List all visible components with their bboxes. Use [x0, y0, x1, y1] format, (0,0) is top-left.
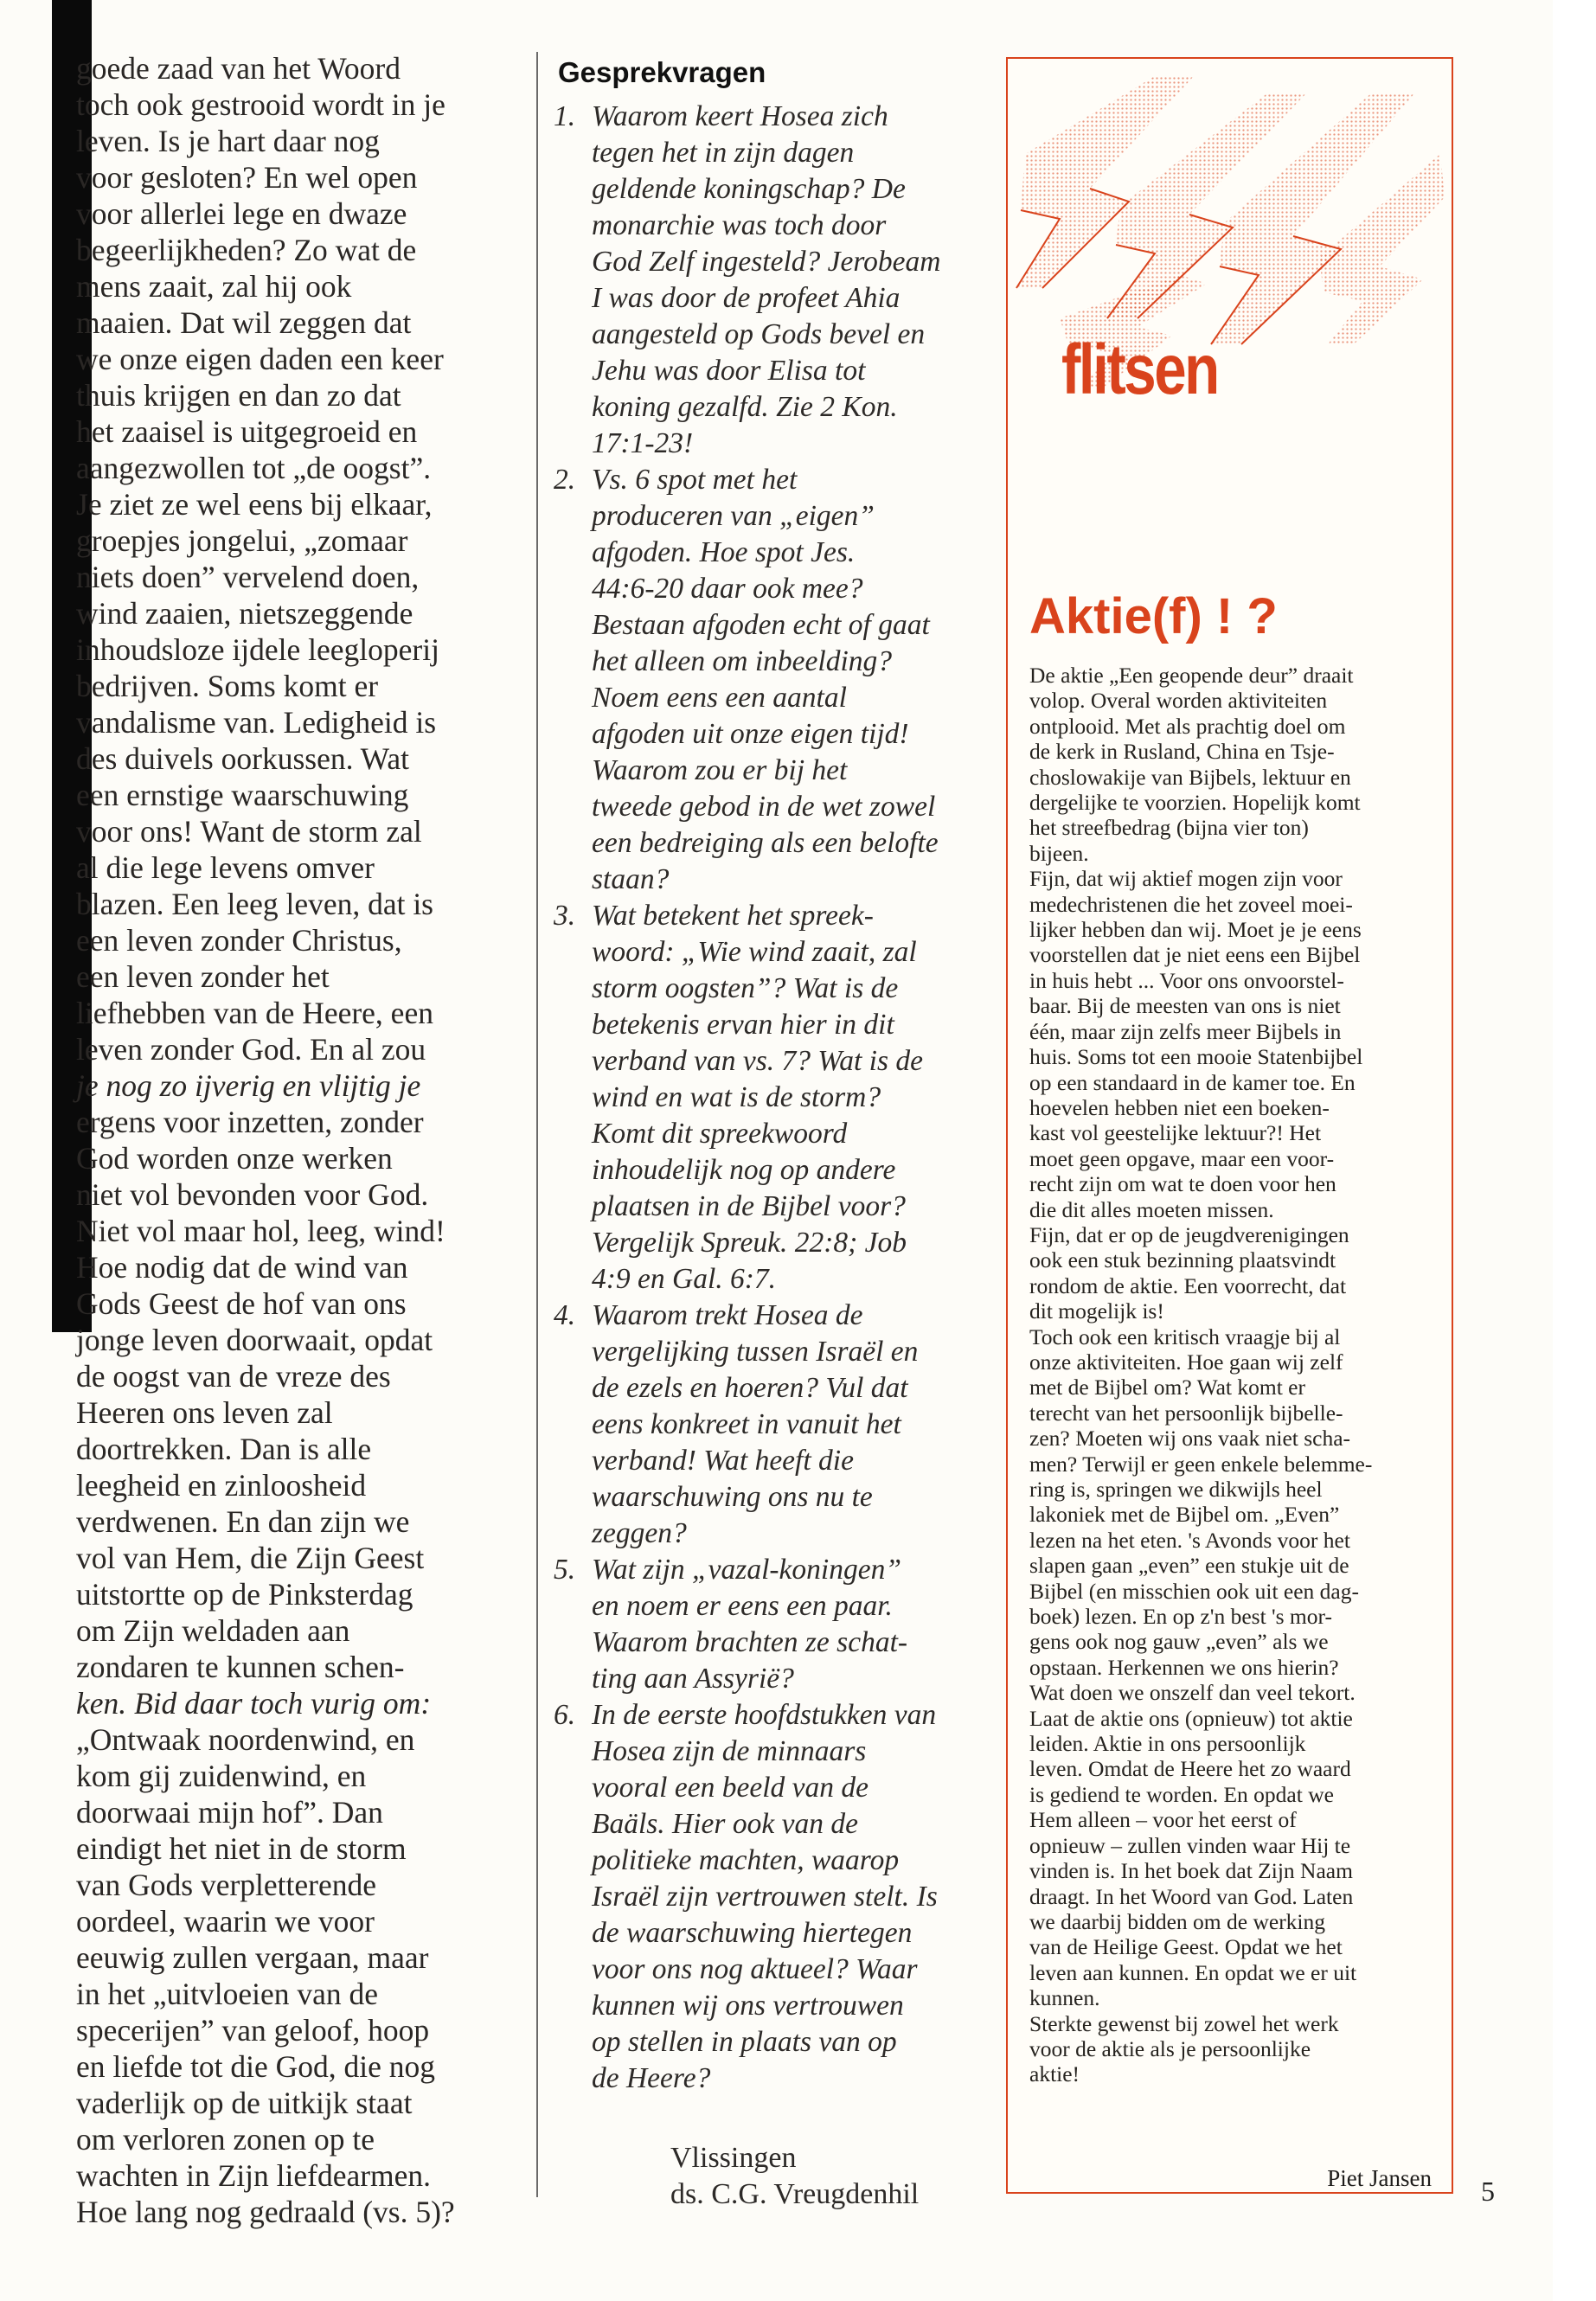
article-column-1: [76, 50, 526, 2230]
article-line: eindigt het niet in de storm: [76, 1831, 407, 1866]
question-line: de Heere?: [592, 2062, 711, 2094]
question-line: Jehu was door Elisa tot: [592, 355, 866, 387]
question-line: Vergelijk Spreuk. 22:8; Job: [592, 1227, 907, 1259]
sidebar-line: leven aan kunnen. En opdat we er uit: [1029, 1959, 1357, 1985]
sidebar-line: vinden is. In het boek dat Zijn Naam: [1029, 1858, 1353, 1884]
article-line: voor gesloten? En wel open: [76, 160, 418, 195]
question-item: [554, 462, 986, 898]
article-line: leven. Is je hart daar nog: [76, 124, 380, 158]
question-item: [554, 1298, 986, 1552]
sidebar-line: Fijn, dat wij aktief mogen zijn voor: [1029, 866, 1343, 892]
article-line: ergens voor inzetten, zonder: [76, 1105, 424, 1139]
article-line: thuis krijgen en dan zo dat: [76, 378, 401, 413]
article-line: Hoe nodig dat de wind van: [76, 1250, 408, 1285]
article-line: Hoe lang nog gedraald (vs. 5)?: [76, 2195, 455, 2229]
sidebar-line: aktie!: [1029, 2061, 1080, 2087]
sidebar-title: Aktie(f) ! ?: [1029, 588, 1278, 644]
sidebar-line: ontplooid. Met als prachtig doel om: [1029, 713, 1346, 739]
article-line: jonge leven doorwaait, opdat: [76, 1323, 433, 1357]
question-line: Waarom trekt Hosea de: [592, 1299, 863, 1331]
sidebar-author: Piet Jansen: [1327, 2165, 1432, 2191]
question-line: vooral een beeld van de: [592, 1772, 869, 1804]
sidebar-line: rondom de aktie. Een voorrecht, dat: [1029, 1272, 1347, 1298]
question-line: vergelijking tussen Israël en: [592, 1336, 919, 1368]
question-line: waarschuwing ons nu te: [592, 1481, 873, 1513]
sidebar-line: huis. Soms tot een mooie Statenbijbel: [1029, 1044, 1363, 1070]
article-line: vaderlijk op de uitkijk staat: [76, 2086, 413, 2120]
sidebar-line: terecht van het persoonlijk bijbelle-: [1029, 1400, 1343, 1426]
article-line: kom gij zuidenwind, en: [76, 1759, 367, 1793]
article-line: in het „uitvloeien van de: [76, 1977, 378, 2011]
sidebar-line: Sterkte gewenst bij zowel het werk: [1029, 2010, 1339, 2036]
sidebar-line: boek) lezen. En op z'n best 's mor-: [1029, 1604, 1332, 1630]
question-number: 2.: [554, 464, 576, 496]
article-line: mens zaait, zal hij ook: [76, 269, 352, 304]
article-line: verdwenen. En dan zijn we: [76, 1504, 410, 1539]
article-line: niets doen” vervelend doen,: [76, 560, 420, 594]
question-number: 1.: [554, 100, 576, 132]
sidebar-line: die dit alles moeten missen.: [1029, 1196, 1274, 1222]
sidebar-line: recht zijn om wat te doen voor hen: [1029, 1171, 1336, 1197]
article-line: niet vol bevonden voor God.: [76, 1177, 429, 1212]
question-line: plaatsen in de Bijbel voor?: [592, 1190, 906, 1222]
sidebar-line: op een standaard in de kamer toe. En: [1029, 1069, 1356, 1095]
article-line: specerijen” van geloof, hoop: [76, 2013, 430, 2048]
sidebar-line: Bijbel (en misschien ook uit een dag-: [1029, 1578, 1359, 1604]
sidebar-line: hoevelen hebben niet een boeken-: [1029, 1094, 1330, 1120]
sidebar-line: lezen na het eten. 's Avonds voor het: [1029, 1527, 1350, 1553]
signature-place: Vlissingen: [670, 2142, 797, 2174]
article-line: Niet vol maar hol, leeg, wind!: [76, 1214, 445, 1248]
sidebar-line: Toch ook een kritisch vraagje bij al: [1029, 1324, 1341, 1349]
question-line: betekenis ervan hier in dit: [592, 1009, 894, 1041]
questions-column: [554, 54, 986, 2213]
article-line: Je ziet ze wel eens bij elkaar,: [76, 487, 433, 522]
article-line: voor ons! Want de storm zal: [76, 814, 422, 849]
flitsen-banner: flitsen: [1061, 330, 1218, 409]
question-line: en noem er eens een paar.: [592, 1590, 893, 1622]
question-line: Wat zijn „vazal-koningen”: [592, 1554, 901, 1586]
sidebar-line: slapen gaan „even” een stukje uit de: [1029, 1553, 1349, 1579]
question-line: de ezels en hoeren? Vul dat: [592, 1372, 908, 1404]
question-item: [554, 99, 986, 462]
article-line: ken. Bid daar toch vurig om:: [76, 1686, 432, 1721]
question-line: produceren van „eigen”: [592, 500, 875, 532]
article-line: de oogst van de vreze des: [76, 1359, 391, 1394]
sidebar-line: moet geen opgave, maar een voor-: [1029, 1145, 1335, 1171]
article-line: toch ook gestrooid wordt in je: [76, 87, 445, 122]
question-line: 44:6-20 daar ook mee?: [592, 573, 863, 605]
question-line: Bestaan afgoden echt of gaat: [592, 609, 930, 641]
sidebar-line: choslowakije van Bijbels, lektuur en: [1029, 764, 1351, 790]
question-line: koning gezalfd. Zie 2 Kon.: [592, 391, 898, 423]
question-line: aangesteld op Gods bevel en: [592, 318, 926, 350]
question-line: wind en wat is de storm?: [592, 1081, 881, 1113]
question-line: Noem eens een aantal: [592, 682, 847, 714]
question-line: Vs. 6 spot met het: [592, 464, 798, 496]
sidebar-line: het streefbedrag (bijna vier ton): [1029, 815, 1309, 841]
sidebar-line: bijeen.: [1029, 840, 1089, 866]
question-line: verband van vs. 7? Wat is de: [592, 1045, 924, 1077]
question-item: [554, 1552, 986, 1697]
question-line: zeggen?: [592, 1517, 687, 1549]
sidebar-line: zen? Moeten wij ons vaak niet scha-: [1029, 1426, 1351, 1452]
article-line: begeerlijkheden? Zo wat de: [76, 233, 417, 267]
sidebar-line: leiden. Aktie in ons persoonlijk: [1029, 1731, 1306, 1757]
article-line: voor allerlei lege en dwaze: [76, 196, 407, 231]
question-line: woord: „Wie wind zaait, zal: [592, 936, 917, 968]
article-line: al die lege levens omver: [76, 850, 375, 885]
article-line: blazen. Een leeg leven, dat is: [76, 887, 433, 921]
question-line: Israël zijn vertrouwen stelt. Is: [592, 1881, 938, 1913]
sidebar-line: Fijn, dat er op de jeugdverenigingen: [1029, 1221, 1349, 1247]
question-line: storm oogsten”? Wat is de: [592, 972, 899, 1004]
sidebar-line: leven. Omdat de Heere het zo waard: [1029, 1756, 1351, 1782]
article-line: oordeel, waarin we voor: [76, 1904, 375, 1939]
article-line: God worden onze werken: [76, 1141, 393, 1176]
column-divider: [536, 52, 538, 2197]
sidebar-body: [1029, 663, 1440, 2087]
article-line: „Ontwaak noordenwind, en: [76, 1722, 415, 1757]
question-number: 6.: [554, 1699, 576, 1731]
article-line: goede zaad van het Woord: [76, 51, 401, 86]
question-line: staan?: [592, 863, 670, 895]
article-line: doorwaai mijn hof”. Dan: [76, 1795, 383, 1830]
sidebar-line: ook een stuk bezinning plaatsvindt: [1029, 1247, 1336, 1273]
article-line: vandalisme van. Ledigheid is: [76, 705, 437, 740]
question-line: In de eerste hoofdstukken van: [592, 1699, 937, 1731]
sidebar-line: in huis hebt ... Voor ons onvoorstel-: [1029, 967, 1344, 993]
questions-list: [554, 99, 986, 2097]
sidebar-line: volop. Overal worden aktiviteiten: [1029, 688, 1328, 714]
article-line: je nog zo ijverig en vlijtig je: [76, 1068, 421, 1103]
article-line: bedrijven. Soms komt er: [76, 669, 379, 703]
questions-heading: Gesprekvragen: [558, 56, 766, 88]
sidebar-line: dergelijke te voorzien. Hopelijk komt: [1029, 790, 1361, 816]
article-line: maaien. Dat wil zeggen dat: [76, 305, 412, 340]
article-line: om verloren zonen op te: [76, 2122, 375, 2157]
sidebar-line: medechristenen die het zoveel moei-: [1029, 891, 1353, 917]
sidebar-line: ring is, springen we dikwijls heel: [1029, 1477, 1323, 1502]
question-item: [554, 898, 986, 1298]
article-line: een leven zonder Christus,: [76, 923, 402, 958]
question-line: tegen het in zijn dagen: [592, 137, 855, 169]
page-number: 5: [1481, 2176, 1495, 2207]
question-line: afgoden. Hoe spot Jes.: [592, 536, 856, 568]
article-line: doortrekken. Dan is alle: [76, 1432, 372, 1466]
question-line: ting aan Assyrië?: [592, 1663, 794, 1695]
article-line: wind zaaien, nietszeggende: [76, 596, 413, 631]
sidebar-line: Hem alleen – voor het eerst of: [1029, 1807, 1297, 1833]
sidebar-line: Laat de aktie ons (opnieuw) tot aktie: [1029, 1705, 1353, 1731]
question-line: God Zelf ingesteld? Jerobeam: [592, 246, 941, 278]
question-line: afgoden uit onze eigen tijd!: [592, 718, 909, 750]
sidebar-line: met de Bijbel om? Wat komt er: [1029, 1375, 1305, 1400]
article-line: Gods Geest de hof van ons: [76, 1286, 407, 1321]
question-line: een bedreiging als een belofte: [592, 827, 939, 859]
article-line: Heeren ons leven zal: [76, 1395, 333, 1430]
article-line: uitstortte op de Pinksterdag: [76, 1577, 413, 1612]
sidebar-line: kunnen.: [1029, 1985, 1100, 2011]
article-line: vol van Hem, die Zijn Geest: [76, 1541, 425, 1575]
article-line: zondaren te kunnen schen-: [76, 1650, 405, 1684]
article-line: van Gods verpletterende: [76, 1868, 376, 1902]
sidebar-line: dit mogelijk is!: [1029, 1298, 1164, 1324]
question-line: politieke machten, waarop: [592, 1844, 900, 1876]
sidebar-line: baar. Bij de meesten van ons is niet: [1029, 993, 1341, 1019]
article-line: leegheid en zinloosheid: [76, 1468, 367, 1503]
sidebar-line: lijker hebben dan wij. Moet je je eens: [1029, 917, 1362, 943]
question-line: Wat betekent het spreek-: [592, 900, 874, 932]
sidebar-line: we daarbij bidden om de werking: [1029, 1908, 1326, 1934]
article-line: we onze eigen daden een keer: [76, 342, 444, 376]
flitsen-box: [1006, 57, 1453, 2194]
sidebar-line: gens ook nog gauw „even” als we: [1029, 1629, 1329, 1655]
sidebar-line: is gediend te worden. En opdat we: [1029, 1781, 1334, 1807]
article-line: eeuwig zullen vergaan, maar: [76, 1940, 429, 1975]
question-line: Hosea zijn de minnaars: [592, 1735, 867, 1767]
question-line: 17:1-23!: [592, 427, 694, 459]
article-line: en liefde tot die God, die nog: [76, 2049, 436, 2084]
question-line: het alleen om inbeelding?: [592, 645, 893, 677]
question-line: de waarschuwing hiertegen: [592, 1917, 913, 1949]
question-line: voor ons nog aktueel? Waar: [592, 1953, 918, 1985]
question-item: [554, 1697, 986, 2097]
article-line: liefhebben van de Heere, een: [76, 996, 433, 1030]
sidebar-line: voor de aktie als je persoonlijke: [1029, 2035, 1311, 2061]
sidebar-line: Wat doen we onszelf dan veel tekort.: [1029, 1680, 1356, 1706]
article-line: leven zonder God. En al zou: [76, 1032, 426, 1067]
question-line: verband! Wat heeft die: [592, 1445, 854, 1477]
sidebar-line: onze aktiviteiten. Hoe gaan wij zelf: [1029, 1349, 1343, 1375]
sidebar-line: één, maar zijn zelfs meer Bijbels in: [1029, 1018, 1342, 1044]
article-line: een ernstige waarschuwing: [76, 778, 409, 812]
question-line: Waarom keert Hosea zich: [592, 100, 888, 132]
sidebar-line: lakoniek met de Bijbel om. „Even”: [1029, 1502, 1340, 1528]
question-number: 5.: [554, 1554, 576, 1586]
question-line: Komt dit spreekwoord: [592, 1118, 848, 1150]
article-line: aangezwollen tot „de oogst”.: [76, 451, 432, 485]
flitsen-lightning-art: [1008, 59, 1451, 543]
question-line: I was door de profeet Ahia: [592, 282, 901, 314]
question-line: 4:9 en Gal. 6:7.: [592, 1263, 777, 1295]
sidebar-line: opstaan. Herkennen we ons hierin?: [1029, 1654, 1339, 1680]
question-line: Waarom zou er bij het: [592, 754, 848, 786]
sidebar-line: voorstellen dat je niet eens een Bijbel: [1029, 942, 1361, 968]
sidebar-line: men? Terwijl er geen enkele belemme-: [1029, 1451, 1373, 1477]
article-line: wachten in Zijn liefdearmen.: [76, 2158, 432, 2193]
article-line: inhoudsloze ijdele leegloperij: [76, 632, 439, 667]
sidebar-line: De aktie „Een geopende deur” draait: [1029, 663, 1354, 688]
sidebar-line: kast vol geestelijke lektuur?! Het: [1029, 1120, 1322, 1146]
question-line: tweede gebod in de wet zowel: [592, 791, 936, 823]
question-number: 3.: [554, 900, 576, 932]
article-line: om Zijn weldaden aan: [76, 1613, 350, 1648]
question-line: op stellen in plaats van op: [592, 2026, 897, 2058]
question-line: monarchie was toch door: [592, 209, 887, 241]
sidebar-line: opnieuw – zullen vinden waar Hij te: [1029, 1832, 1351, 1858]
question-line: geldende koningschap? De: [592, 173, 906, 205]
question-number: 4.: [554, 1299, 576, 1331]
sidebar-line: draagt. In het Woord van God. Laten: [1029, 1883, 1354, 1909]
article-line: des duivels oorkussen. Wat: [76, 741, 409, 776]
question-line: kunnen wij ons vertrouwen: [592, 1990, 904, 2022]
article-line: groepjes jongelui, „zomaar: [76, 523, 408, 558]
signature: [554, 2140, 986, 2213]
article-line: een leven zonder het: [76, 959, 330, 994]
question-line: eens konkreet in vanuit het: [592, 1408, 901, 1440]
article-line: het zaaisel is uitgegroeid en: [76, 414, 418, 449]
question-line: Waarom brachten ze schat-: [592, 1626, 908, 1658]
question-line: Baäls. Hier ook van de: [592, 1808, 858, 1840]
signature-author: ds. C.G. Vreugdenhil: [670, 2178, 920, 2210]
question-line: inhoudelijk nog op andere: [592, 1154, 896, 1186]
sidebar-line: de kerk in Rusland, China en Tsje-: [1029, 739, 1335, 765]
sidebar-line: van de Heilige Geest. Opdat we het: [1029, 1934, 1343, 1960]
